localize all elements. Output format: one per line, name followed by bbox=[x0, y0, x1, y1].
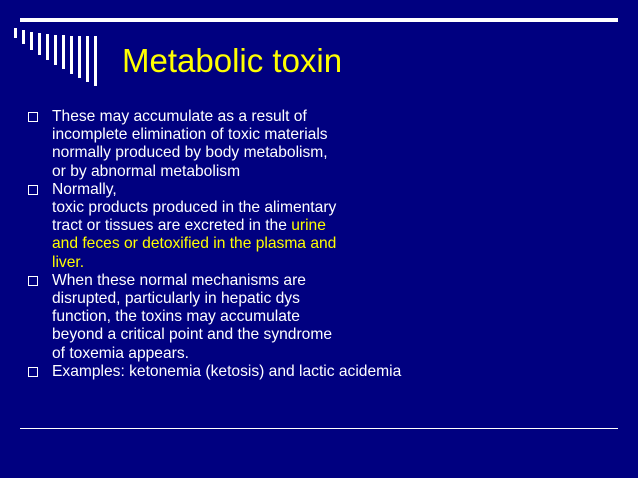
bullet-line: These may accumulate as a result of bbox=[52, 108, 307, 125]
square-bullet-icon bbox=[28, 367, 38, 377]
bullet-text: tract or tissues are excreted in the bbox=[52, 217, 292, 235]
bullet-list bbox=[28, 108, 608, 381]
bullet-line: of toxemia appears. bbox=[52, 344, 189, 362]
top-divider bbox=[20, 18, 618, 22]
highlighted-text: liver. bbox=[52, 253, 85, 271]
bullet-line: disrupted, particularly in hepatic dys bbox=[52, 290, 300, 308]
bullet-line: Examples: ketonemia (ketosis) and lactic acidemia bbox=[52, 362, 402, 380]
bullet-item bbox=[28, 363, 608, 381]
square-bullet-icon bbox=[28, 276, 38, 286]
bottom-divider bbox=[20, 428, 618, 429]
bullet-line: incomplete elimination of toxic materials bbox=[52, 126, 328, 144]
bullet-line: toxic products produced in the alimentary bbox=[52, 199, 337, 217]
highlighted-text: urine bbox=[291, 217, 326, 235]
decorative-bars-icon bbox=[12, 28, 104, 88]
bullet-line: Normally, bbox=[52, 180, 117, 198]
bullet-line: When these normal mechanisms are bbox=[52, 271, 306, 289]
bullet-item bbox=[28, 272, 608, 363]
bullet-line: or by abnormal metabolism bbox=[52, 162, 241, 180]
bullet-line: function, the toxins may accumulate bbox=[52, 308, 300, 326]
slide-title: Metabolic toxin bbox=[122, 42, 343, 79]
bullet-line: normally produced by body metabolism, bbox=[52, 144, 328, 162]
bullet-item bbox=[28, 108, 608, 181]
bullet-line bbox=[52, 217, 608, 235]
square-bullet-icon bbox=[28, 185, 38, 195]
highlighted-text: and feces or detoxified in the plasma and bbox=[52, 235, 337, 253]
bullet-line: beyond a critical point and the syndrome bbox=[52, 326, 332, 344]
square-bullet-icon bbox=[28, 112, 38, 122]
bullet-item bbox=[28, 181, 608, 272]
